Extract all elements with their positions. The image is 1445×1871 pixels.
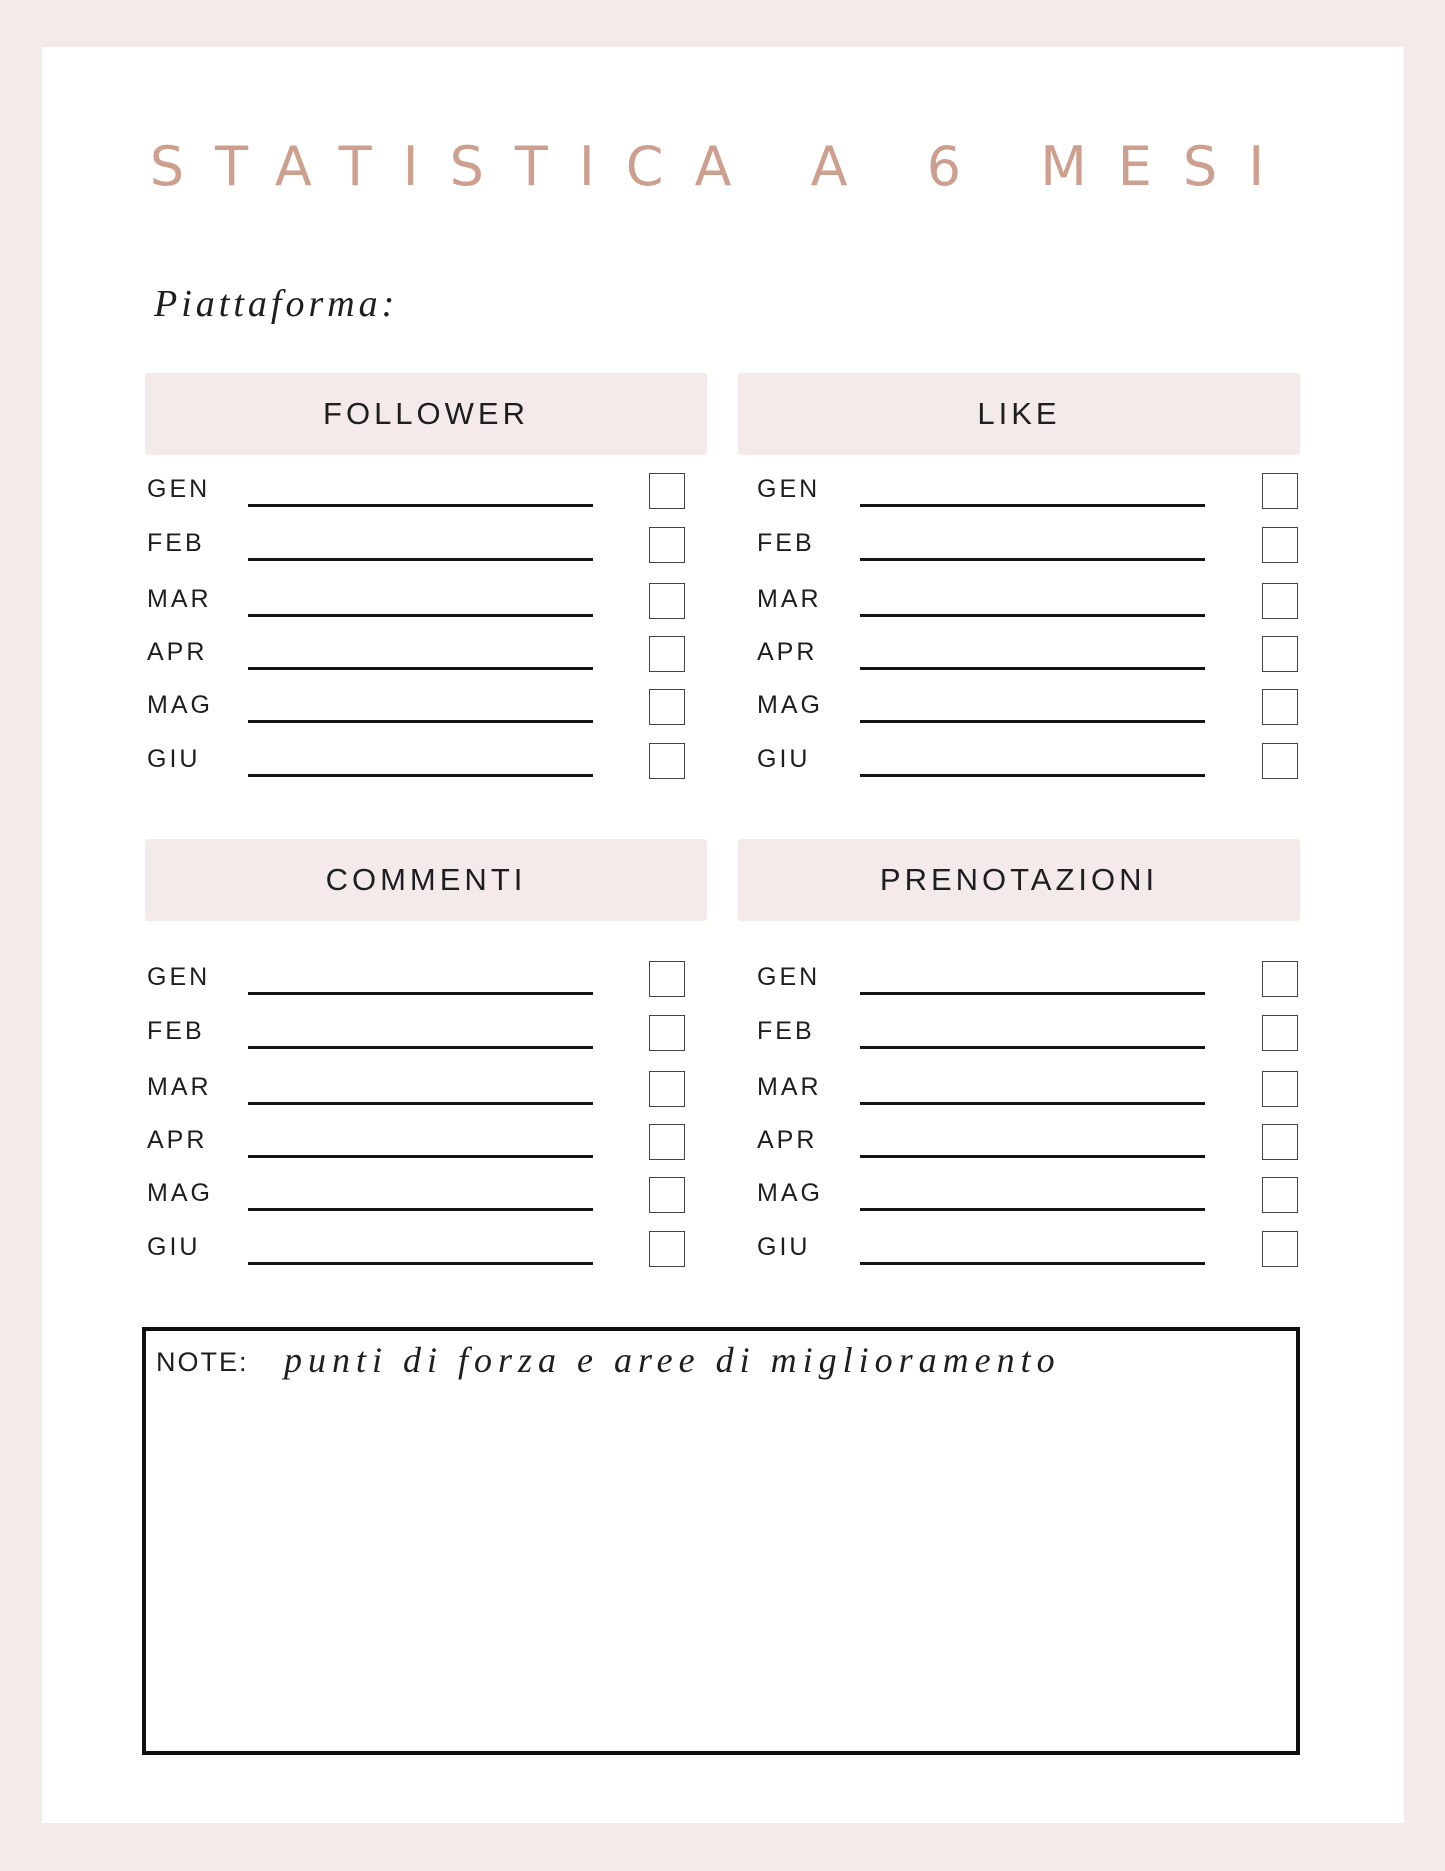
month-row xyxy=(145,1177,707,1230)
value-line[interactable] xyxy=(248,558,593,561)
month-row xyxy=(145,636,707,689)
section-header: PRENOTAZIONI xyxy=(738,839,1300,921)
month-label: MAR xyxy=(757,1073,822,1101)
page-title: STATISTICA A 6 MESI xyxy=(149,135,1296,198)
month-row xyxy=(738,1071,1300,1124)
month-row xyxy=(738,473,1300,526)
month-checkbox[interactable] xyxy=(649,689,685,725)
month-checkbox[interactable] xyxy=(649,1015,685,1051)
month-label: MAG xyxy=(757,1179,823,1207)
month-row xyxy=(738,636,1300,689)
month-label: MAG xyxy=(147,1179,213,1207)
value-line[interactable] xyxy=(248,504,593,507)
month-checkbox[interactable] xyxy=(1262,583,1298,619)
value-line[interactable] xyxy=(248,720,593,723)
month-checkbox[interactable] xyxy=(649,1124,685,1160)
section-header: FOLLOWER xyxy=(145,373,707,455)
month-checkbox[interactable] xyxy=(1262,961,1298,997)
month-label: APR xyxy=(757,638,818,666)
month-row xyxy=(145,1015,707,1068)
month-checkbox[interactable] xyxy=(1262,689,1298,725)
value-line[interactable] xyxy=(860,614,1205,617)
month-label: APR xyxy=(757,1126,818,1154)
month-row xyxy=(738,583,1300,636)
month-label: APR xyxy=(147,1126,208,1154)
month-row xyxy=(145,1231,707,1284)
value-line[interactable] xyxy=(248,1155,593,1158)
month-label: GEN xyxy=(757,475,821,503)
month-checkbox[interactable] xyxy=(1262,1231,1298,1267)
month-checkbox[interactable] xyxy=(1262,1015,1298,1051)
month-label: MAG xyxy=(757,691,823,719)
month-row xyxy=(738,743,1300,796)
value-line[interactable] xyxy=(248,1262,593,1265)
value-line[interactable] xyxy=(248,992,593,995)
month-checkbox[interactable] xyxy=(649,961,685,997)
month-label: GIU xyxy=(147,1233,201,1261)
month-checkbox[interactable] xyxy=(1262,636,1298,672)
month-row xyxy=(145,1071,707,1124)
month-label: GEN xyxy=(757,963,821,991)
month-checkbox[interactable] xyxy=(649,743,685,779)
value-line[interactable] xyxy=(248,774,593,777)
month-checkbox[interactable] xyxy=(649,1177,685,1213)
month-checkbox[interactable] xyxy=(1262,1071,1298,1107)
value-line[interactable] xyxy=(860,667,1205,670)
month-row xyxy=(145,1124,707,1177)
month-checkbox[interactable] xyxy=(1262,743,1298,779)
month-row xyxy=(738,1015,1300,1068)
month-label: APR xyxy=(147,638,208,666)
month-label: GEN xyxy=(147,475,211,503)
month-row xyxy=(145,583,707,636)
value-line[interactable] xyxy=(860,1262,1205,1265)
month-row xyxy=(738,689,1300,742)
notes-label: NOTE: xyxy=(156,1347,249,1377)
value-line[interactable] xyxy=(860,1155,1205,1158)
section-prenotazioni xyxy=(738,839,1300,1261)
value-line[interactable] xyxy=(860,720,1205,723)
month-label: FEB xyxy=(147,1017,205,1045)
month-row xyxy=(145,961,707,1014)
month-checkbox[interactable] xyxy=(649,1231,685,1267)
value-line[interactable] xyxy=(248,1102,593,1105)
month-row xyxy=(738,1124,1300,1177)
month-checkbox[interactable] xyxy=(1262,1124,1298,1160)
section-commenti xyxy=(145,839,707,1261)
month-row xyxy=(738,961,1300,1014)
month-label: FEB xyxy=(757,1017,815,1045)
value-line[interactable] xyxy=(860,558,1205,561)
month-label: GIU xyxy=(757,745,811,773)
month-label: FEB xyxy=(147,529,205,557)
section-follower xyxy=(145,373,707,773)
value-line[interactable] xyxy=(248,1208,593,1211)
value-line[interactable] xyxy=(860,1208,1205,1211)
month-row xyxy=(145,473,707,526)
month-checkbox[interactable] xyxy=(649,473,685,509)
month-label: GIU xyxy=(147,745,201,773)
section-like xyxy=(738,373,1300,773)
month-label: MAG xyxy=(147,691,213,719)
value-line[interactable] xyxy=(860,1102,1205,1105)
value-line[interactable] xyxy=(248,1046,593,1049)
month-checkbox[interactable] xyxy=(649,583,685,619)
month-row xyxy=(738,1231,1300,1284)
value-line[interactable] xyxy=(860,504,1205,507)
month-label: GIU xyxy=(757,1233,811,1261)
value-line[interactable] xyxy=(248,667,593,670)
month-checkbox[interactable] xyxy=(1262,473,1298,509)
platform-label: Piattaforma: xyxy=(154,283,399,325)
month-row xyxy=(145,743,707,796)
value-line[interactable] xyxy=(248,614,593,617)
month-row xyxy=(145,689,707,742)
value-line[interactable] xyxy=(860,992,1205,995)
month-label: MAR xyxy=(147,1073,212,1101)
section-header: COMMENTI xyxy=(145,839,707,921)
notes-hint: punti di forza e aree di miglioramento xyxy=(284,1340,1061,1380)
month-checkbox[interactable] xyxy=(649,1071,685,1107)
month-row xyxy=(738,527,1300,580)
month-checkbox[interactable] xyxy=(649,527,685,563)
month-label: GEN xyxy=(147,963,211,991)
month-row xyxy=(738,1177,1300,1230)
month-row xyxy=(145,527,707,580)
value-line[interactable] xyxy=(860,1046,1205,1049)
notes-box[interactable] xyxy=(142,1327,1300,1755)
month-checkbox[interactable] xyxy=(649,636,685,672)
value-line[interactable] xyxy=(860,774,1205,777)
month-label: MAR xyxy=(757,585,822,613)
month-checkbox[interactable] xyxy=(1262,1177,1298,1213)
section-header: LIKE xyxy=(738,373,1300,455)
month-checkbox[interactable] xyxy=(1262,527,1298,563)
month-label: FEB xyxy=(757,529,815,557)
month-label: MAR xyxy=(147,585,212,613)
